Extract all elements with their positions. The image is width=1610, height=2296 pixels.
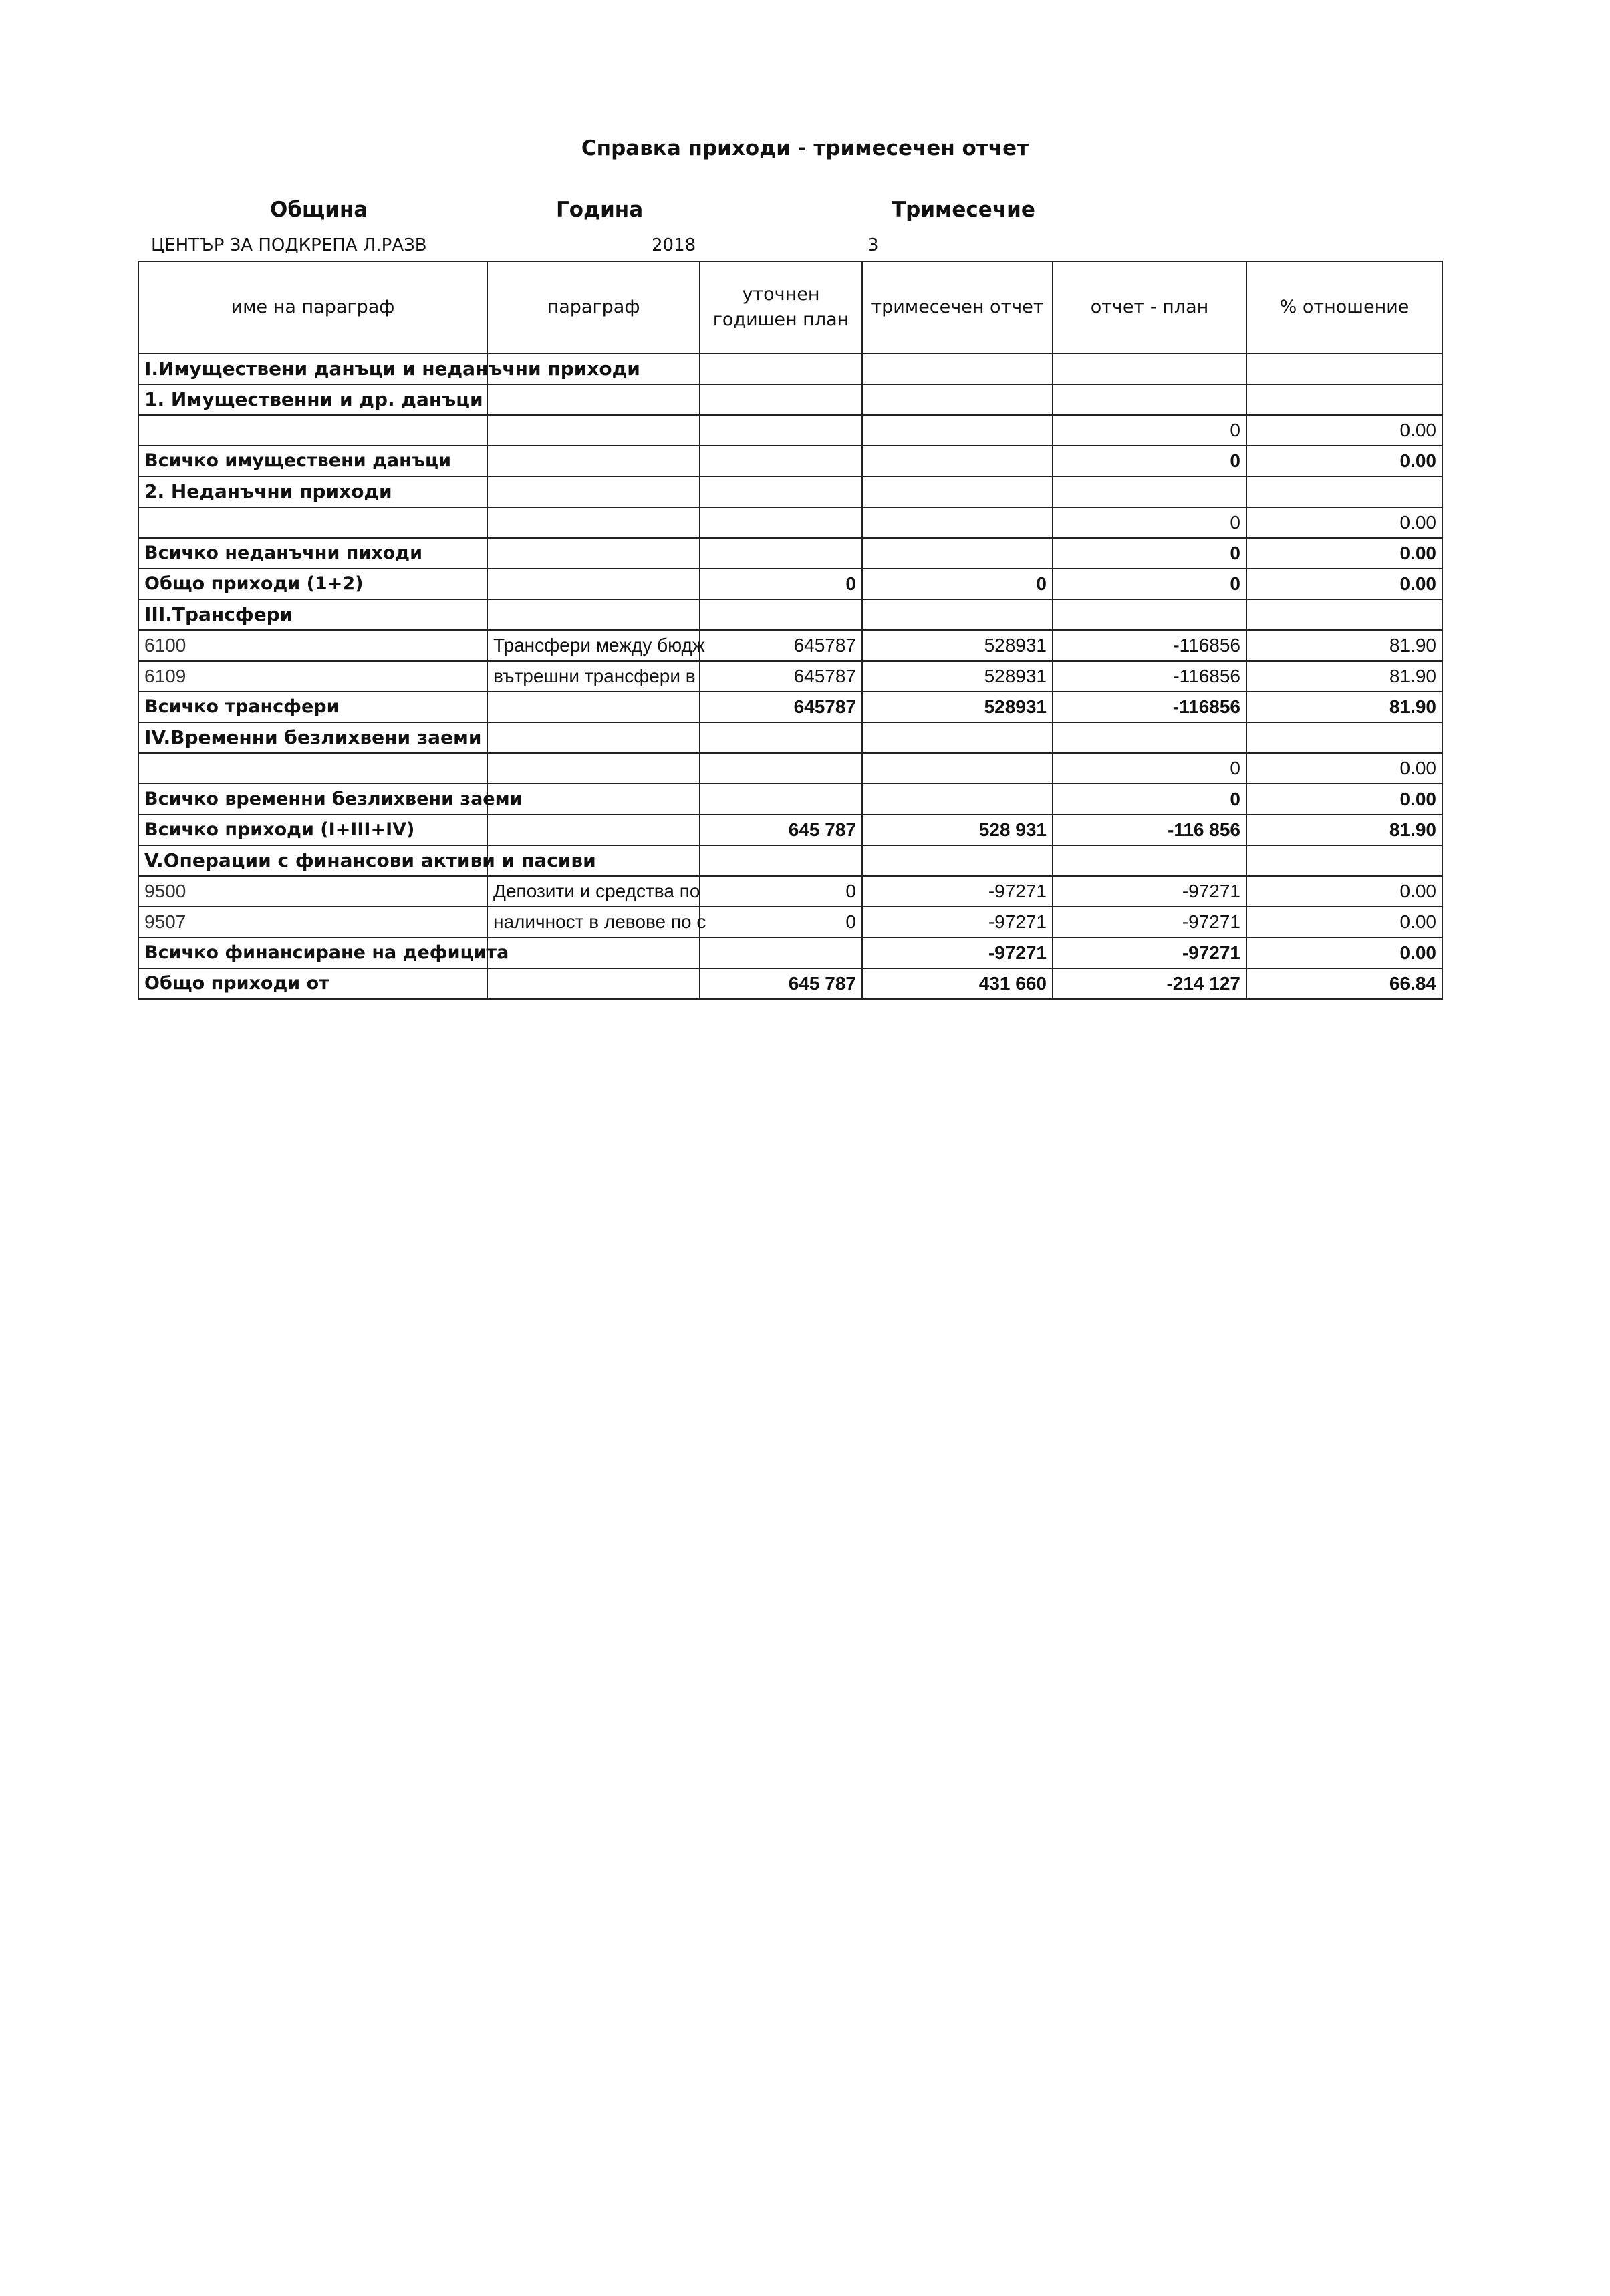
cell-report	[862, 446, 1053, 476]
cell-percent	[1246, 384, 1442, 415]
page-title: Справка приходи - тримесечен отчет	[581, 136, 1029, 160]
cell-report: -97271	[862, 876, 1053, 907]
cell-diff	[1053, 353, 1246, 384]
cell-percent	[1246, 722, 1442, 753]
cell-percent: 0.00	[1246, 938, 1442, 968]
table-row	[138, 753, 1442, 784]
cell-plan: 645 787	[700, 968, 862, 999]
cell-paragraph	[487, 968, 700, 999]
cell-percent	[1246, 476, 1442, 507]
cell-report: 528931	[862, 661, 1053, 692]
cell-percent: 0.00	[1246, 784, 1442, 815]
cell-diff: 0	[1053, 446, 1246, 476]
table-row	[138, 384, 1442, 415]
cell-percent: 66.84	[1246, 968, 1442, 999]
cell-plan	[700, 353, 862, 384]
table-row	[138, 907, 1442, 938]
cell-plan: 0	[700, 876, 862, 907]
cell-paragraph	[487, 446, 700, 476]
cell-paragraph	[487, 599, 700, 630]
cell-diff: -214 127	[1053, 968, 1246, 999]
cell-plan: 0	[700, 907, 862, 938]
cell-diff	[1053, 845, 1246, 876]
cell-report	[862, 384, 1053, 415]
cell-paragraph	[487, 507, 700, 538]
cell-percent: 0.00	[1246, 569, 1442, 599]
cell-paragraph	[487, 476, 700, 507]
cell-diff: -116856	[1053, 630, 1246, 661]
cell-diff: 0	[1053, 784, 1246, 815]
quarter-value: 3	[867, 235, 879, 255]
cell-percent: 81.90	[1246, 815, 1442, 845]
cell-paragraph	[487, 384, 700, 415]
cell-name	[138, 415, 487, 446]
cell-name: Всичко финансиране на дефицита	[138, 938, 487, 968]
cell-plan	[700, 722, 862, 753]
cell-report: 528 931	[862, 815, 1053, 845]
cell-percent: 0.00	[1246, 753, 1442, 784]
cell-report: -97271	[862, 907, 1053, 938]
table-row	[138, 630, 1442, 661]
cell-name	[138, 753, 487, 784]
municipality-value: ЦЕНТЪР ЗА ПОДКРЕПА Л.РАЗВ	[151, 235, 427, 255]
cell-report: 431 660	[862, 968, 1053, 999]
cell-diff	[1053, 384, 1246, 415]
cell-report	[862, 353, 1053, 384]
revenue-table	[138, 261, 1443, 1000]
cell-plan: 645787	[700, 661, 862, 692]
cell-paragraph	[487, 722, 700, 753]
table-row	[138, 476, 1442, 507]
cell-name: IV.Временни безлихвени заеми	[138, 722, 487, 753]
cell-diff: -116856	[1053, 692, 1246, 722]
table-row	[138, 538, 1442, 569]
cell-plan	[700, 384, 862, 415]
cell-plan	[700, 415, 862, 446]
cell-percent: 0.00	[1246, 415, 1442, 446]
cell-name: 9500	[138, 876, 487, 907]
column-header-annual-plan: уточнен годишен план	[700, 261, 862, 353]
table-row	[138, 692, 1442, 722]
cell-report	[862, 599, 1053, 630]
cell-percent: 81.90	[1246, 661, 1442, 692]
cell-percent: 0.00	[1246, 507, 1442, 538]
cell-percent	[1246, 845, 1442, 876]
cell-plan	[700, 845, 862, 876]
cell-percent: 0.00	[1246, 446, 1442, 476]
cell-percent	[1246, 599, 1442, 630]
cell-name: Всичко трансфери	[138, 692, 487, 722]
cell-plan: 0	[700, 569, 862, 599]
table-row	[138, 661, 1442, 692]
cell-diff: -97271	[1053, 938, 1246, 968]
cell-name: 6100	[138, 630, 487, 661]
cell-plan: 645 787	[700, 815, 862, 845]
table-row	[138, 446, 1442, 476]
cell-name: 9507	[138, 907, 487, 938]
table-row	[138, 599, 1442, 630]
cell-diff: -116 856	[1053, 815, 1246, 845]
cell-plan	[700, 784, 862, 815]
cell-plan: 645787	[700, 630, 862, 661]
cell-plan: 645787	[700, 692, 862, 722]
cell-percent: 0.00	[1246, 538, 1442, 569]
cell-name: Всичко приходи (I+III+IV)	[138, 815, 487, 845]
cell-paragraph	[487, 938, 700, 968]
cell-diff: 0	[1053, 538, 1246, 569]
cell-name: 2. Неданъчни приходи	[138, 476, 487, 507]
cell-paragraph: наличност в левове по с	[487, 907, 700, 938]
cell-name	[138, 507, 487, 538]
cell-report	[862, 538, 1053, 569]
year-label: Година	[556, 198, 644, 222]
quarter-label: Тримесечие	[892, 198, 1035, 222]
column-header-percent: % отношение	[1246, 261, 1442, 353]
cell-paragraph	[487, 415, 700, 446]
cell-report	[862, 722, 1053, 753]
cell-plan	[700, 507, 862, 538]
table-header-row	[138, 261, 1442, 353]
column-header-paragraph: параграф	[487, 261, 700, 353]
table-body	[138, 353, 1442, 999]
cell-diff: -116856	[1053, 661, 1246, 692]
cell-diff	[1053, 722, 1246, 753]
cell-report: 528931	[862, 630, 1053, 661]
cell-diff: 0	[1053, 753, 1246, 784]
cell-name: 6109	[138, 661, 487, 692]
cell-report: 0	[862, 569, 1053, 599]
column-header-quarter-report: тримесечен отчет	[862, 261, 1053, 353]
cell-paragraph	[487, 692, 700, 722]
cell-paragraph	[487, 815, 700, 845]
table-row	[138, 353, 1442, 384]
cell-paragraph: Трансфери между бюдж	[487, 630, 700, 661]
cell-percent: 81.90	[1246, 692, 1442, 722]
cell-name: Всичко имуществени данъци	[138, 446, 487, 476]
cell-paragraph	[487, 569, 700, 599]
cell-plan	[700, 538, 862, 569]
cell-percent: 81.90	[1246, 630, 1442, 661]
cell-report	[862, 507, 1053, 538]
table-row	[138, 815, 1442, 845]
table-row	[138, 507, 1442, 538]
cell-percent: 0.00	[1246, 876, 1442, 907]
cell-paragraph	[487, 538, 700, 569]
cell-plan	[700, 938, 862, 968]
cell-percent: 0.00	[1246, 907, 1442, 938]
column-header-name: име на параграф	[138, 261, 487, 353]
cell-diff	[1053, 599, 1246, 630]
cell-percent	[1246, 353, 1442, 384]
cell-report	[862, 784, 1053, 815]
table-row	[138, 968, 1442, 999]
cell-plan	[700, 753, 862, 784]
cell-plan	[700, 446, 862, 476]
cell-name: III.Трансфери	[138, 599, 487, 630]
cell-paragraph	[487, 753, 700, 784]
year-value: 2018	[652, 235, 696, 255]
cell-name: Всичко неданъчни пиходи	[138, 538, 487, 569]
cell-report	[862, 476, 1053, 507]
cell-paragraph: Депозити и средства по	[487, 876, 700, 907]
table-row	[138, 415, 1442, 446]
municipality-label: Община	[270, 198, 368, 222]
table-row	[138, 876, 1442, 907]
cell-report: 528931	[862, 692, 1053, 722]
cell-report	[862, 753, 1053, 784]
table-row	[138, 722, 1442, 753]
cell-name: I.Имуществени данъци и неданъчни приходи	[138, 353, 487, 384]
cell-diff: 0	[1053, 507, 1246, 538]
cell-name: Всичко временни безлихвени заеми	[138, 784, 487, 815]
cell-report	[862, 845, 1053, 876]
cell-name: Общо приходи от	[138, 968, 487, 999]
cell-report	[862, 415, 1053, 446]
cell-diff: -97271	[1053, 876, 1246, 907]
cell-plan	[700, 599, 862, 630]
cell-name: 1. Имущественни и др. данъци	[138, 384, 487, 415]
cell-plan	[700, 476, 862, 507]
cell-diff	[1053, 476, 1246, 507]
cell-diff: 0	[1053, 415, 1246, 446]
column-header-report-minus-plan: отчет - план	[1053, 261, 1246, 353]
cell-paragraph: вътрешни трансфери в	[487, 661, 700, 692]
table-row	[138, 784, 1442, 815]
cell-report: -97271	[862, 938, 1053, 968]
cell-name: Общо приходи (1+2)	[138, 569, 487, 599]
table-row	[138, 938, 1442, 968]
table-row	[138, 569, 1442, 599]
table-row	[138, 845, 1442, 876]
cell-diff: -97271	[1053, 907, 1246, 938]
cell-diff: 0	[1053, 569, 1246, 599]
cell-name: V.Операции с финансови активи и пасиви	[138, 845, 487, 876]
